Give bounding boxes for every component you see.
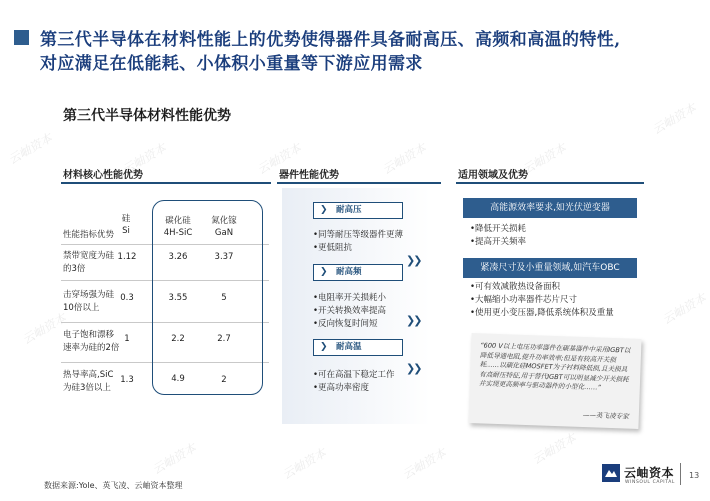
tag-high-voltage: ❯ 耐高压: [313, 202, 403, 219]
double-chevron-right-icon: ❯❯: [406, 314, 421, 327]
watermark: 云岫资本: [5, 130, 55, 167]
application-banner: 紧凑尺寸及小重量领域,如汽车OBC: [463, 258, 637, 278]
cell-si: 1.3: [120, 375, 134, 385]
table-row-label: 禁带宽度为硅 的3倍: [63, 251, 115, 274]
materials-heading-rule: [61, 182, 271, 184]
logo-mark-icon: [602, 464, 620, 482]
device-benefit: •同等耐压等级器件更薄 •更低阻抗: [313, 230, 404, 253]
devices-column-heading: 器件性能优势: [279, 170, 339, 181]
chevron-right-icon: ❯: [320, 205, 328, 215]
double-chevron-right-icon: ❯❯: [406, 254, 421, 267]
cell-sic: 2.2: [171, 334, 185, 344]
watermark: 云岫资本: [19, 310, 69, 347]
header-gan: 氮化镓 GaN: [211, 216, 237, 238]
table-row-label: 击穿场强为硅 10倍以上: [63, 290, 115, 313]
title-bar: [0, 0, 710, 76]
cell-sic: 4.9: [171, 374, 185, 384]
company-logo: [602, 460, 682, 490]
watermark: 云岫资本: [119, 140, 169, 177]
application-benefit: •降低开关损耗 •提高开关频率: [470, 224, 527, 247]
slide-title-line-1: 第三代半导体在材料性能上的优势使得器件具备耐高压、高频和高温的特性,: [40, 30, 621, 50]
expert-quote-text: “600 V以上电压功率器件在碳基器件中采用IGBT以降低导通电阻,提升功率效率;但是有较高开关损耗……以碳化硅MOSFET为子衬料降低损,且关损具有高耐压特征,用于替代IGBT可以明显减少开关损耗并实现更高频率与驱动器件的小型化……”: [478, 341, 631, 392]
device-benefit: •电阻率开关损耗小 •开关转换效率提高 •反向恢复时间短: [313, 293, 387, 329]
title-accent-square: [14, 30, 29, 45]
applications-heading-rule: [456, 182, 644, 184]
cell-gan: 3.37: [214, 252, 234, 262]
sic-gan-highlight-box: [152, 200, 263, 395]
watermark: 云岫资本: [519, 140, 569, 177]
expert-quote-card: [468, 333, 641, 429]
cell-gan: 2.7: [217, 334, 231, 344]
section-title: 第三代半导体材料性能优势: [63, 108, 231, 124]
header-si: 硅 Si: [121, 214, 131, 236]
watermark: 云岫资本: [529, 430, 579, 467]
double-chevron-right-icon: ❯❯: [406, 362, 421, 375]
expert-quote-source: ——英飞凌专家: [582, 410, 629, 421]
header-metric: 性能指标优势: [63, 230, 115, 240]
chevron-right-icon: ❯: [320, 342, 328, 352]
watermark: 云岫资本: [659, 290, 709, 327]
watermark: 云岫资本: [279, 445, 329, 482]
watermark: 云岫资本: [399, 445, 449, 482]
watermark: 云岫资本: [149, 440, 199, 477]
footer-divider: [680, 463, 681, 485]
cell-si: 1: [124, 334, 130, 344]
header-sic: 碳化硅 4H-SiC: [163, 216, 193, 238]
table-row-label: 电子饱和漂移 速率为硅的2倍: [63, 330, 120, 353]
slide-title-line-2: 对应满足在低能耗、小体积小重量等下游应用需求: [40, 54, 423, 74]
cell-sic: 3.26: [168, 252, 188, 262]
devices-heading-rule: [277, 182, 441, 184]
application-banner: 高能源效率要求,如光伏逆变器: [463, 198, 637, 218]
cell-gan: 2: [221, 375, 227, 385]
applications-column-heading: 适用领域及优势: [458, 170, 528, 181]
logo-text-en: WINSOUL CAPITAL: [625, 480, 676, 485]
device-benefit: •可在高温下稳定工作 •更高功率密度: [313, 370, 395, 393]
cell-si: 0.3: [120, 293, 134, 303]
logo-text-cn: 云岫资本: [624, 466, 675, 480]
chevron-right-icon: ❯: [320, 267, 328, 277]
watermark: 云岫资本: [649, 100, 699, 137]
application-benefit: •可有效减散热设备面积 •大幅缩小功率器件芯片尺寸 •使用更小变压器,降低系统体积及重量: [470, 282, 614, 318]
watermark: 云岫资本: [254, 140, 304, 177]
tag-high-temperature: ❯ 耐高温: [313, 339, 403, 356]
tag-high-frequency: ❯ 耐高频: [313, 264, 403, 281]
data-source-note: 数据来源:Yole、英飞凌、云岫资本整理: [44, 481, 183, 490]
cell-si: 1.12: [117, 252, 137, 262]
watermark: 云岫资本: [379, 140, 429, 177]
table-row-label: 热导率高,SiC 为硅3倍以上: [63, 370, 114, 393]
cell-sic: 3.55: [168, 293, 188, 303]
page-number: 13: [689, 471, 700, 480]
materials-column-heading: 材料核心性能优势: [63, 170, 143, 181]
cell-gan: 5: [221, 293, 227, 303]
